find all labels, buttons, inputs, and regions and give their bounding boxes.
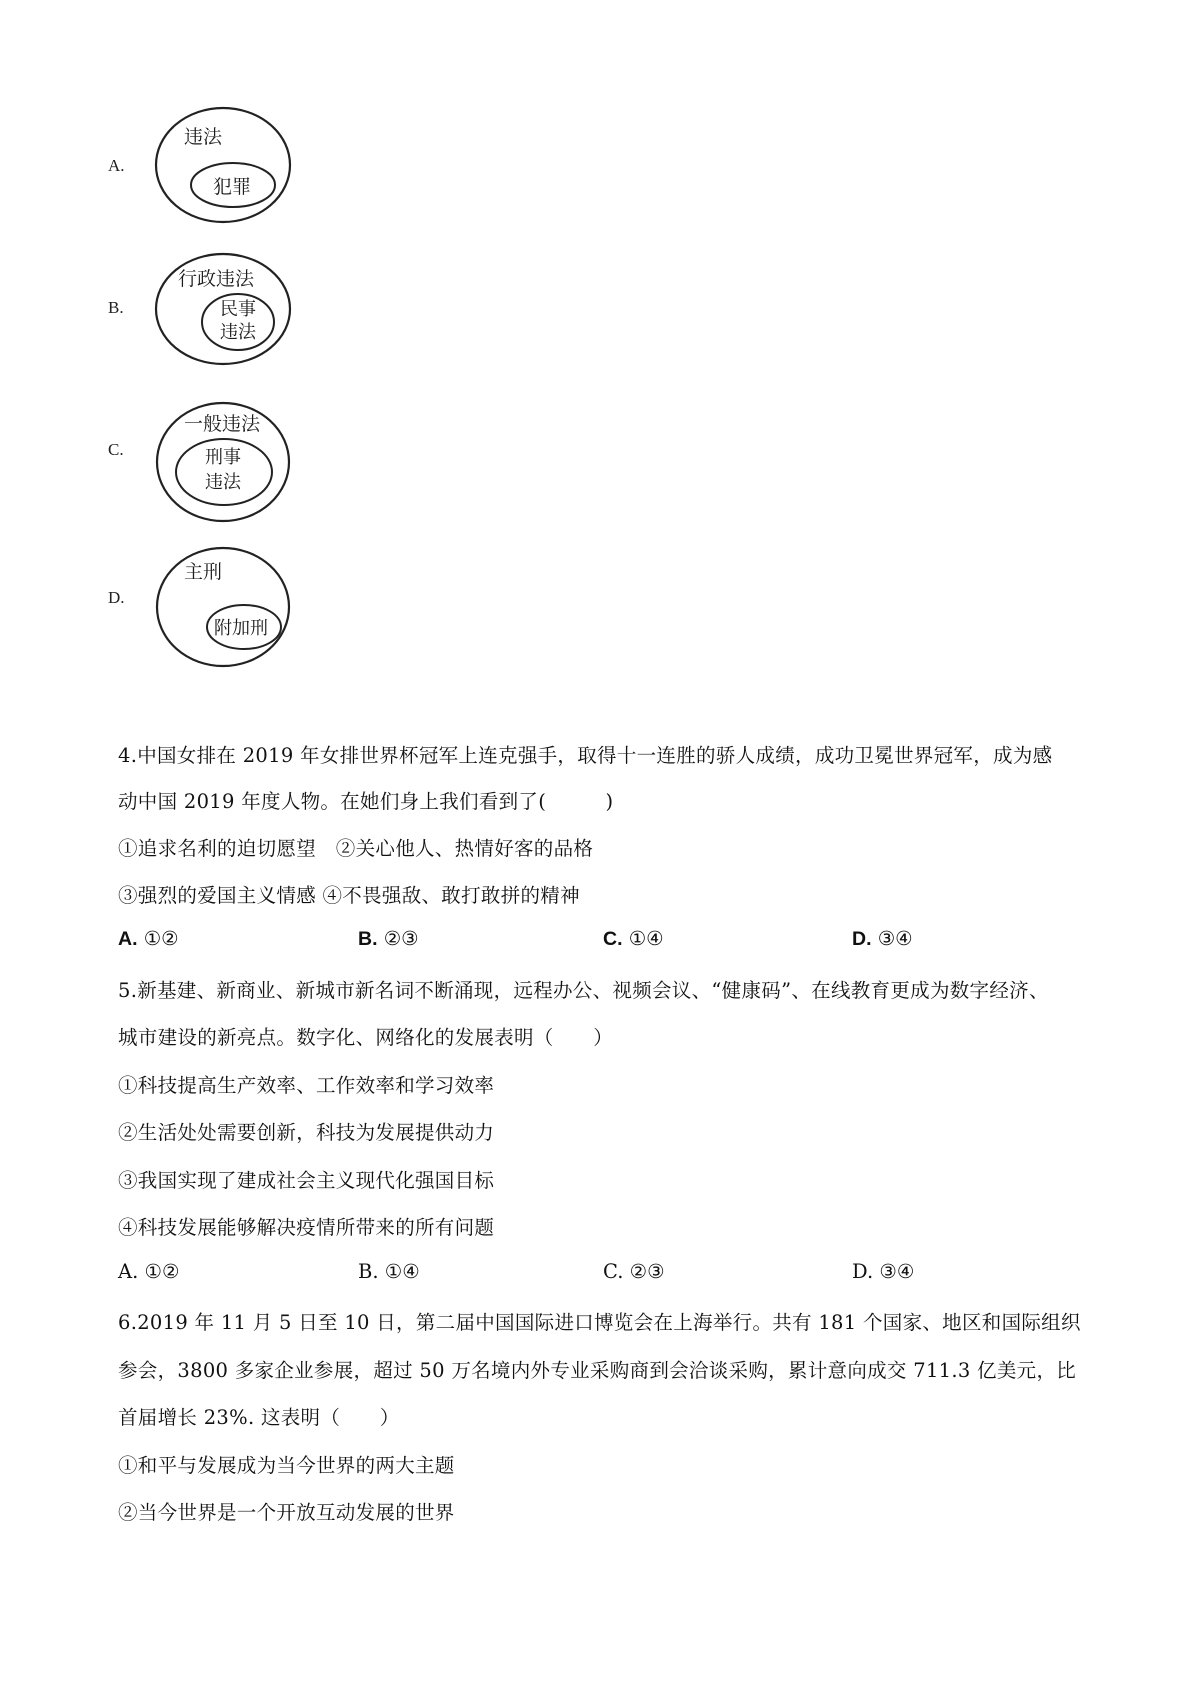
q4-choice-c: C. ①④ xyxy=(603,927,664,950)
q5-choice-c: C. ②③ xyxy=(603,1260,665,1283)
q6-stem-line3: 首届增长 23%. 这表明（ ） xyxy=(118,1406,400,1429)
q6-item: ①和平与发展成为当今世界的两大主题 xyxy=(118,1454,455,1477)
q4-choice-d: D. ③④ xyxy=(852,927,913,950)
venn-option-c xyxy=(108,400,508,550)
venn-option-b xyxy=(108,252,508,402)
venn-option-d xyxy=(108,545,508,695)
q5-stem-line2: 城市建设的新亮点。数字化、网络化的发展表明（ ） xyxy=(118,1026,614,1049)
q6-item: ②当今世界是一个开放互动发展的世界 xyxy=(118,1501,455,1524)
q4-item-line1: ①追求名利的迫切愿望 ②关心他人、热情好客的品格 xyxy=(118,837,594,860)
venn-option-a xyxy=(108,100,508,250)
q6-stem-line1: 6.2019 年 11 月 5 日至 10 日，第二届中国国际进口博览会在上海举行。共有 181 个国家、地区和国际组织 xyxy=(118,1311,1081,1334)
q5-item: ①科技提高生产效率、工作效率和学习效率 xyxy=(118,1074,495,1097)
q5-item: ④科技发展能够解决疫情所带来的所有问题 xyxy=(118,1216,495,1239)
q4-stem-line2: 动中国 2019 年度人物。在她们身上我们看到了( ) xyxy=(118,790,614,813)
inner-label-line2: 违法 xyxy=(220,322,256,343)
option-letter: D. xyxy=(108,588,125,607)
q4-choice-a: A. ①② xyxy=(118,927,179,950)
q5-choice-d: D. ③④ xyxy=(852,1260,915,1283)
q5-item: ③我国实现了建成社会主义现代化强国目标 xyxy=(118,1169,495,1192)
inner-label-line1: 民事 xyxy=(220,299,256,320)
q5-choice-a: A. ①② xyxy=(118,1260,180,1283)
q4-stem-line1: 4.中国女排在 2019 年女排世界杯冠军上连克强手，取得十一连胜的骄人成绩，成功卫冕世界冠军，成为感 xyxy=(118,744,1053,767)
q5-choice-b: B. ①④ xyxy=(358,1260,420,1283)
option-letter: C. xyxy=(108,440,124,459)
q6-stem-line2: 参会，3800 多家企业参展，超过 50 万名境内外专业采购商到会洽谈采购，累计意向成交 711.3 亿美元，比 xyxy=(118,1359,1077,1382)
option-letter: A. xyxy=(108,156,125,175)
inner-label-line2: 违法 xyxy=(205,472,241,493)
outer-label: 行政违法 xyxy=(178,268,255,290)
venn-diagram-a xyxy=(148,100,298,230)
inner-label: 犯罪 xyxy=(213,176,252,198)
option-letter: B. xyxy=(108,298,124,317)
q5-stem-line1: 5.新基建、新商业、新城市新名词不断涌现，远程办公、视频会议、“健康码”、在线教育更成为数字经济、 xyxy=(118,979,1049,1002)
inner-label-line1: 刑事 xyxy=(205,447,241,468)
q5-item: ②生活处处需要创新，科技为发展提供动力 xyxy=(118,1121,495,1144)
venn-diagram-b xyxy=(148,252,298,372)
outer-label: 一般违法 xyxy=(184,413,261,435)
q4-item-line2: ③强烈的爱国主义情感 ④不畏强敌、敢打敢拼的精神 xyxy=(118,884,580,907)
outer-label: 违法 xyxy=(184,126,223,148)
q4-choice-b: B. ②③ xyxy=(358,927,419,950)
inner-label: 附加刑 xyxy=(214,618,268,639)
venn-diagram-d xyxy=(148,545,298,670)
outer-label: 主刑 xyxy=(184,561,223,583)
venn-diagram-c xyxy=(148,400,298,525)
